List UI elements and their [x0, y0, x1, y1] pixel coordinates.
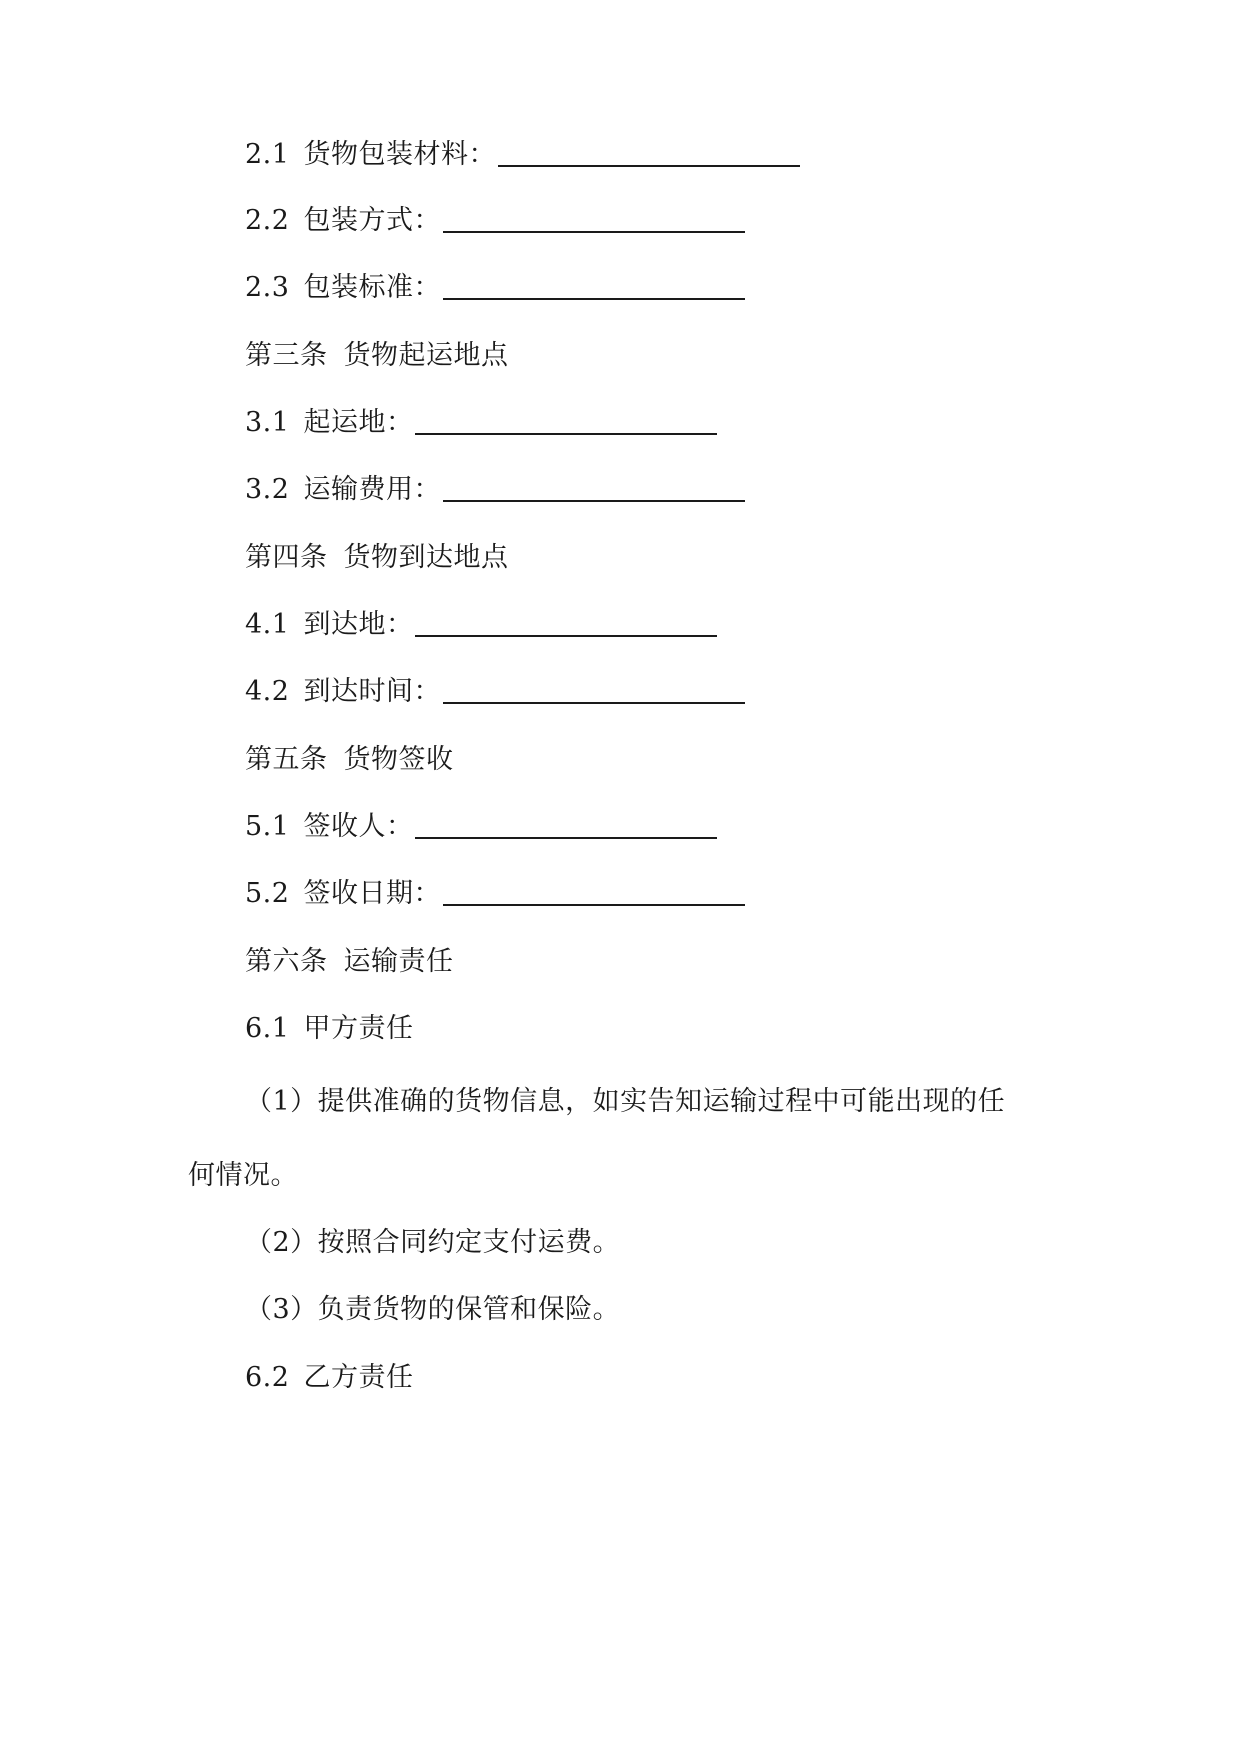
clause-label: 到达地： [303, 609, 414, 640]
fill-blank [443, 702, 745, 704]
clause-number: 2.1 [245, 139, 290, 170]
clause-number: 3.1 [245, 407, 290, 438]
clause-5-2 [245, 876, 745, 912]
clause-2-2 [245, 203, 745, 239]
article-number: 第五条 [245, 744, 328, 775]
fill-blank [415, 433, 717, 435]
fill-blank [443, 500, 745, 502]
clause-number: 5.2 [245, 878, 290, 909]
clause-number: 4.1 [245, 609, 290, 640]
clause-label: 甲方责任 [303, 1013, 414, 1044]
duty-item-2: （2）按照合同约定支付运费。 [245, 1227, 621, 1258]
fill-blank [415, 837, 717, 839]
clause-6-2 [245, 1360, 413, 1396]
clause-label: 起运地： [303, 407, 414, 438]
article-number: 第三条 [245, 340, 328, 371]
clause-label: 包装标准： [303, 272, 441, 303]
duty-item-1-continuation: 何情况。 [188, 1160, 298, 1191]
article-title: 货物起运地点 [343, 340, 509, 371]
clause-label: 货物包装材料： [303, 139, 496, 170]
article-4-heading [245, 540, 509, 576]
clause-number: 2.3 [245, 272, 290, 303]
fill-blank [443, 298, 745, 300]
clause-3-1 [245, 405, 717, 441]
article-number: 第四条 [245, 542, 328, 573]
clause-label: 运输费用： [303, 474, 441, 505]
clause-number: 5.1 [245, 811, 290, 842]
clause-number: 6.1 [245, 1013, 290, 1044]
fill-blank [443, 231, 745, 233]
article-number: 第六条 [245, 946, 328, 977]
article-6-heading [245, 944, 454, 980]
clause-number: 4.2 [245, 676, 290, 707]
article-title: 运输责任 [343, 946, 454, 977]
clause-label: 包装方式： [303, 205, 441, 236]
duty-item-3: （3）负责货物的保管和保险。 [245, 1294, 621, 1325]
clause-label: 签收人： [303, 811, 414, 842]
clause-2-1 [245, 137, 800, 173]
fill-blank [498, 165, 800, 167]
clause-6-1 [245, 1011, 413, 1047]
clause-label: 到达时间： [303, 676, 441, 707]
clause-5-1 [245, 809, 717, 845]
clause-label: 乙方责任 [303, 1362, 414, 1393]
clause-3-2 [245, 472, 745, 508]
clause-4-2 [245, 674, 745, 710]
article-title: 货物到达地点 [343, 542, 509, 573]
article-3-heading [245, 338, 509, 374]
fill-blank [443, 904, 745, 906]
article-title: 货物签收 [343, 744, 454, 775]
duty-item-1: （1）提供准确的货物信息，如实告知运输过程中可能出现的任 [245, 1086, 1006, 1117]
clause-number: 6.2 [245, 1362, 290, 1393]
clause-4-1 [245, 607, 717, 643]
clause-2-3 [245, 270, 745, 306]
fill-blank [415, 635, 717, 637]
clause-label: 签收日期： [303, 878, 441, 909]
clause-number: 3.2 [245, 474, 290, 505]
article-5-heading [245, 742, 454, 778]
clause-number: 2.2 [245, 205, 290, 236]
